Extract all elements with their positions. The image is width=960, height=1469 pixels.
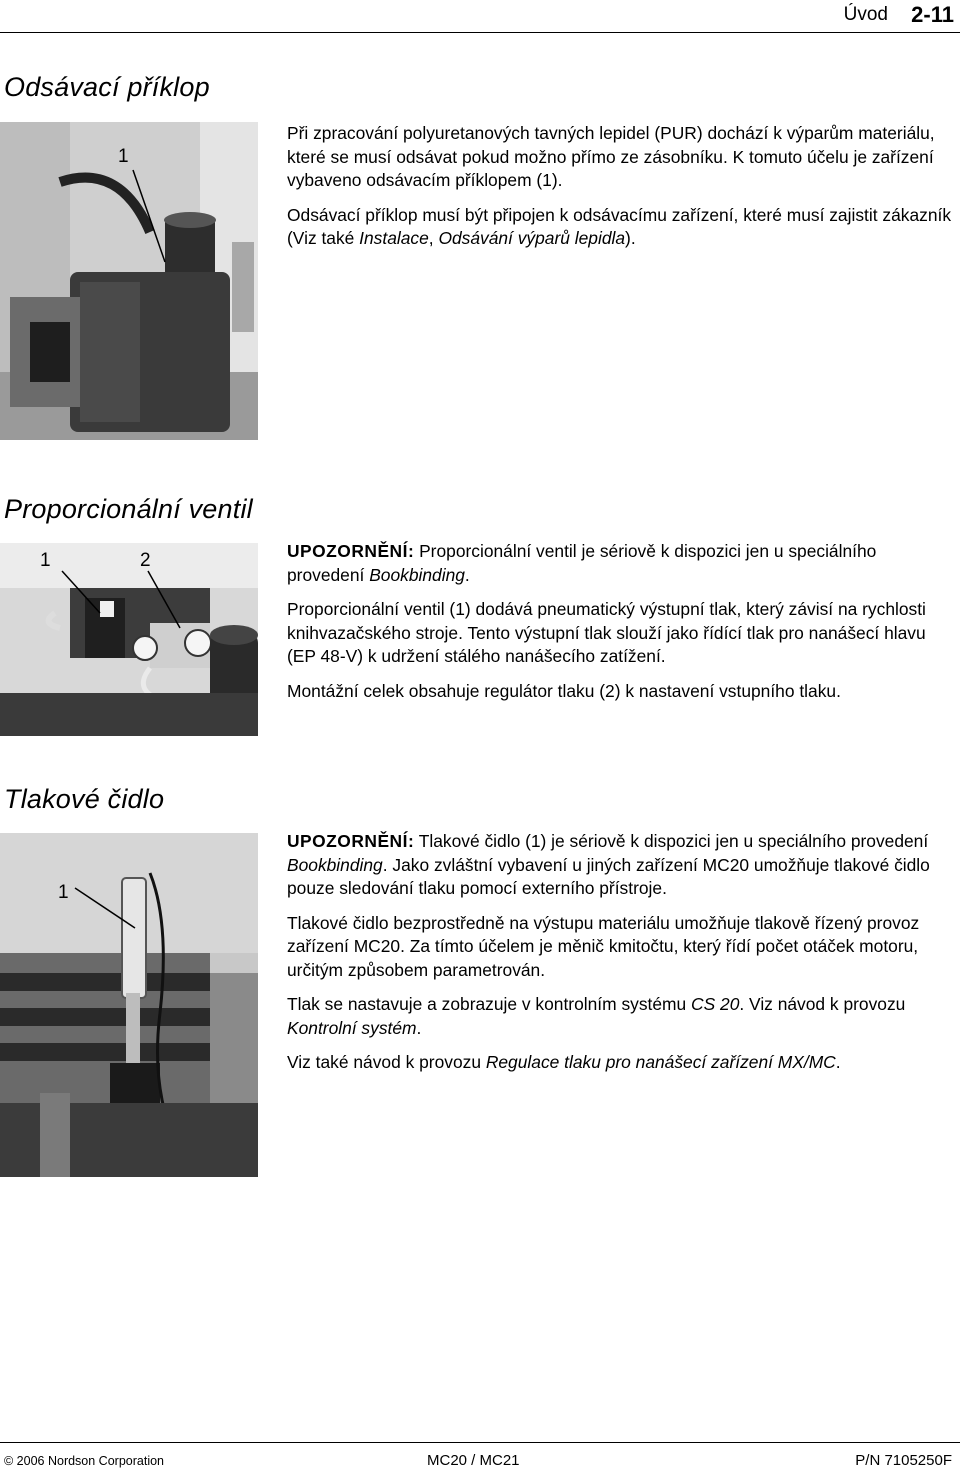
callout-1-extraction-hood: 1 <box>118 146 129 167</box>
footer-part-number: P/N 7105250F <box>855 1452 952 1469</box>
reference-vapour-extraction: Odsávání výparů lepidla <box>438 228 626 248</box>
text-run: Proporcionální ventil je sériově k dispozici jen u speciálního provedení <box>287 541 877 585</box>
paragraph <box>287 204 957 251</box>
footer-copyright: © 2006 Nordson Corporation <box>4 1454 164 1468</box>
paragraph <box>287 598 957 669</box>
text-run: Tlakové čidlo bezprostředně na výstupu materiálu umožňuje tlakově řízený provoz zařízení MC20. Za tímto účelem je měnič kmitočtu, který řídí počet otáček motoru, určitým způsobem parametrován. <box>287 912 920 980</box>
text-run: . <box>835 1052 841 1072</box>
paragraph <box>287 912 957 983</box>
text-run: . Jako zvláštní vybavení u jiných zařízení MC20 umožňuje tlakové čidlo pouze sledování tlaku pomocí externího přístroje. <box>287 854 930 898</box>
header-rule <box>0 32 960 33</box>
callout-1-pressure-sensor: 1 <box>58 882 69 903</box>
footer-rule <box>0 1442 960 1443</box>
note-label: UPOZORNĚNÍ: <box>287 831 415 851</box>
paragraph <box>287 122 957 193</box>
proportional-valve-photo <box>0 543 258 736</box>
callout-2-pressure-regulator: 2 <box>140 550 151 571</box>
section-title-proportional-valve: Proporcionální ventil <box>4 494 253 524</box>
text-run: Při zpracování polyuretanových tavných lepidel (PUR) dochází k výparům materiálu, které se musí odsávat pokud možno přímo ze zásobníku. K tomuto účelu je zařízení vybaveno odsávacím příklopem (1). <box>287 123 935 190</box>
section-text-pressure-sensor <box>287 830 957 1086</box>
text-run: Proporcionální ventil (1) dodává pneumatický výstupní tlak, který závisí na rychlosti knihvazačského stroje. Tento výstupní tlak slouží jako řídící tlak pro nanášecí hlavu (EP 48-V) k udržení stálého nanášecího zatížení. <box>287 599 926 666</box>
text-run: . <box>464 564 470 585</box>
paragraph <box>287 540 957 587</box>
text-run: Odsávací příklop musí být připojen k odsávacímu zařízení, které musí zajistit zákazník (Viz také <box>287 204 952 248</box>
text-run: Montážní celek obsahuje regulátor tlaku (2) k nastavení vstupního tlaku. <box>287 680 841 701</box>
reference-cs20: CS 20 <box>691 994 740 1014</box>
section-text-proportional-valve <box>287 540 957 714</box>
text-run: . <box>416 1017 422 1038</box>
extraction-hood-photo <box>0 122 258 440</box>
callout-1-proportional-valve: 1 <box>40 550 51 571</box>
text-run: Tlak se nastavuje a zobrazuje v kontrolním systému <box>287 994 692 1014</box>
reference-pressure-regulation: Regulace tlaku pro nanášecí zařízení MX/MC <box>485 1052 836 1072</box>
page-header <box>0 0 960 34</box>
header-page-number: 2-11 <box>911 2 954 27</box>
text-run: Viz také návod k provozu <box>287 1052 486 1072</box>
text-run: , <box>428 228 439 248</box>
header-chapter-title: Úvod <box>843 4 888 25</box>
paragraph <box>287 993 957 1040</box>
pressure-sensor-photo <box>0 833 258 1177</box>
text-run: Tlakové čidlo (1) je sériově k dispozici jen u speciálního provedení <box>414 831 929 851</box>
section-text-extraction-hood <box>287 122 957 262</box>
reference-control-system: Kontrolní systém <box>287 1017 417 1038</box>
footer-model: MC20 / MC21 <box>427 1452 520 1469</box>
paragraph <box>287 830 957 901</box>
text-run: ). <box>625 228 636 248</box>
page-footer <box>0 1442 960 1469</box>
paragraph <box>287 680 957 704</box>
text-run-italic: Bookbinding <box>369 564 465 585</box>
section-title-extraction-hood: Odsávací příklop <box>4 72 210 102</box>
note-label: UPOZORNĚNÍ: <box>287 541 415 561</box>
text-run-italic: Bookbinding <box>287 854 383 875</box>
reference-installation: Instalace <box>359 228 429 248</box>
section-title-pressure-sensor: Tlakové čidlo <box>4 784 165 814</box>
text-run: . Viz návod k provozu <box>739 994 906 1014</box>
paragraph <box>287 1051 957 1075</box>
